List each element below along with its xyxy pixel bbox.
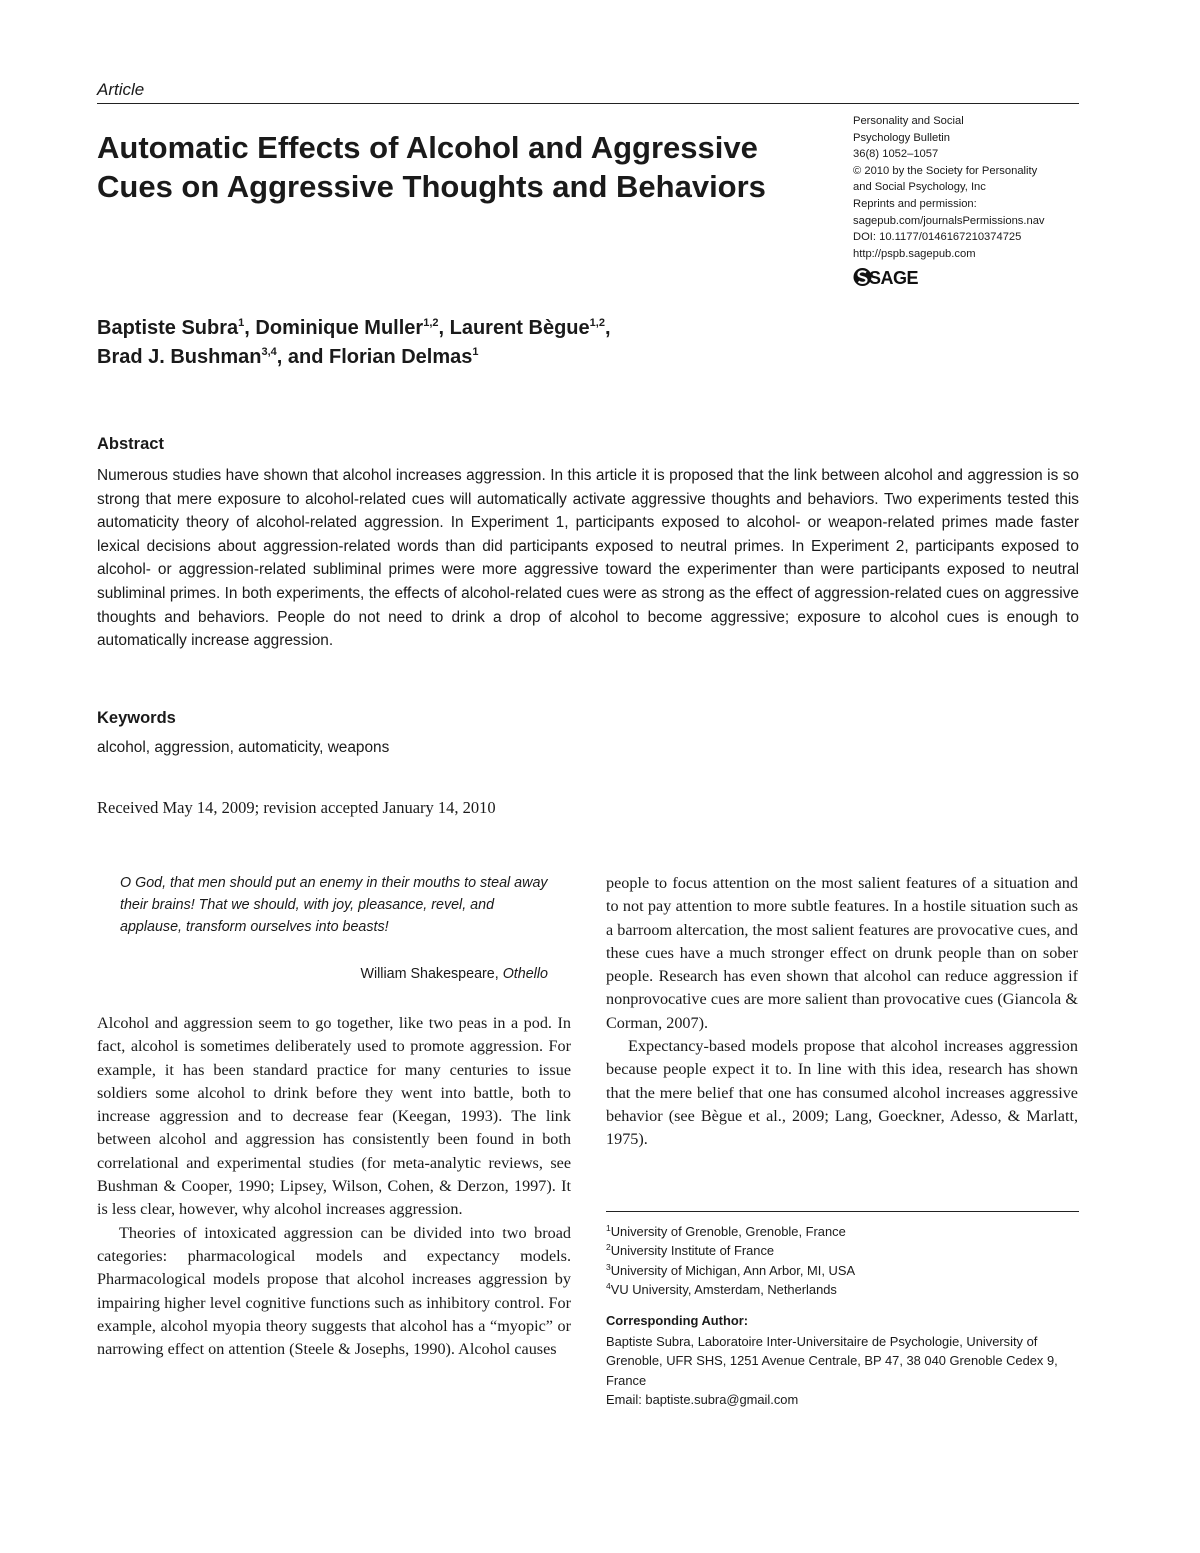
affiliations [606, 1222, 855, 1300]
journal-info-line: and Social Psychology, Inc [853, 181, 986, 194]
affiliation-marker: 1 [606, 1223, 611, 1233]
epigraph-quote: O God, that men should put an enemy in their mouths to steal away their brains! That we should, with joy, pleasance, revel, and applause, transform ourselves into beasts! [120, 875, 548, 936]
affiliation-text: University of Michigan, Ann Arbor, MI, USA [610, 1262, 856, 1278]
author-affiliation-marker: 1,2 [589, 317, 605, 329]
author-separator: , [244, 317, 256, 339]
journal-info-line: 36(8) 1052–1057 [853, 148, 939, 161]
corresponding-author-details [606, 1332, 1076, 1410]
epigraph-work: Othello [502, 966, 548, 982]
journal-info [853, 113, 1093, 262]
affiliation-item [606, 1241, 855, 1260]
author-separator: , [604, 317, 611, 339]
author-affiliation-marker: 1 [472, 346, 479, 358]
affiliation-marker: 3 [606, 1261, 611, 1272]
author-affiliation-marker: 1 [238, 317, 245, 329]
body-right-column [606, 872, 1078, 1152]
author-affiliation-marker: 1,2 [423, 317, 439, 329]
received-dates: Received May 14, 2009; revision accepted January 14, 2010 [97, 798, 496, 817]
corresponding-author-heading: Corresponding Author: [606, 1313, 749, 1328]
article-type-label: Article [97, 80, 145, 99]
author-separator: , and [276, 346, 330, 368]
keywords-text: alcohol, aggression, automaticity, weapons [97, 739, 390, 756]
epigraph-author: William Shakespeare, [360, 966, 503, 982]
affiliation-item [606, 1261, 855, 1280]
svg-text:SAGE: SAGE [869, 268, 919, 288]
journal-info-line: Psychology Bulletin [853, 131, 951, 144]
keywords-heading: Keywords [97, 709, 176, 727]
epigraph-attribution [120, 966, 548, 982]
body-paragraph: Expectancy-based models propose that alcohol increases aggression because people expect it to. In line with this idea, research has shown that the mere belief that one has consumed alcohol increases aggressive behavior (see Bègue et al., 2009; Lang, Goeckner, Adesso, & Marlatt, 1975). [606, 1037, 1078, 1149]
abstract-text: Numerous studies have shown that alcohol increases aggression. In this article it is proposed that the link between alcohol and aggression is so strong that mere exposure to alcohol-related cues will automatically activate aggressive thoughts and behaviors. Two experiments tested this automaticity theory of alcohol-related aggression. In Experiment 1, participants exposed to alcohol- or weapon-related primes made faster lexical decisions about aggression-related words than did participants exposed to neutral primes. In Experiment 2, participants exposed to alcohol- or aggression-related subliminal primes were more aggressive toward the experimenter than were participants exposed to neutral subliminal primes. In both experiments, the effects of alcohol-related cues were as strong as the effect of aggression-related cues on aggressive thoughts and behaviors. People do not need to drink a drop of alcohol to become aggressive; exposure to alcohol cues is enough to automatically increase aggression. [97, 467, 1079, 650]
author-name: Florian Delmas [329, 346, 473, 368]
author-name: Baptiste Subra [97, 317, 239, 339]
body-paragraph: Theories of intoxicated aggression can be divided into two broad categories: pharmacological models and expectancy models. Pharmacological models propose that alcohol increases aggression by impairing higher level cognitive functions such as inhibitory control. For example, alcohol myopia theory suggests that alcohol has a “myopic” or narrowing effect on attention (Steele & Josephs, 1990). Alcohol causes [97, 1223, 571, 1359]
header-rule [97, 103, 1079, 104]
author-name: Laurent Bègue [449, 317, 590, 339]
affiliation-item [606, 1280, 855, 1299]
footnote-rule [606, 1211, 1079, 1212]
journal-info-line: Personality and Social [853, 115, 964, 127]
author-separator: , [438, 317, 450, 339]
journal-info-line: Reprints and permission: [853, 197, 977, 210]
journal-info-line: © 2010 by the Society for Personality [853, 164, 1038, 177]
doi-line: DOI: 10.1177/0146167210374725 [853, 231, 1022, 244]
author-name: Brad J. Bushman [97, 346, 262, 368]
affiliation-text: VU University, Amsterdam, Netherlands [610, 1282, 837, 1298]
author-name: Dominique Muller [255, 317, 424, 339]
sage-logo [853, 266, 933, 293]
journal-url-link[interactable]: http://pspb.sagepub.com [853, 247, 976, 260]
sage-logo-icon [853, 266, 933, 288]
affiliation-item [606, 1222, 855, 1241]
body-paragraph: Alcohol and aggression seem to go together, like two peas in a pod. In fact, alcohol is sometimes deliberately used to promote aggression. For example, it has been standard practice for many centuries to issue soldiers some alcohol to drink before they went into battle, both to increase aggression and to decrease fear (Keegan, 1993). The link between alcohol and aggression has consistently been found in both correlational and experimental studies (for meta-analytic reviews, see Bushman & Cooper, 1990; Lipsey, Wilson, Cohen, & Derzon, 1997). It is less clear, however, why alcohol increases aggression. [97, 1014, 571, 1219]
abstract-heading: Abstract [97, 435, 164, 453]
body-left-column [97, 1012, 571, 1361]
author-list [97, 314, 897, 372]
affiliation-marker: 4 [606, 1281, 611, 1292]
affiliation-text: University of Grenoble, Grenoble, France [610, 1224, 846, 1239]
affiliation-marker: 2 [606, 1242, 611, 1253]
affiliation-text: University Institute of France [610, 1243, 775, 1259]
corresponding-address: Baptiste Subra, Laboratoire Inter-Universitaire de Psychologie, University of Grenoble, UFR SHS, 1251 Avenue Centrale, BP 47, 38 040 Grenoble Cedex 9, France [606, 1334, 1058, 1388]
corresponding-email[interactable]: Email: baptiste.subra@gmail.com [606, 1392, 799, 1408]
journal-permissions-link[interactable]: sagepub.com/journalsPermissions.nav [853, 214, 1045, 227]
body-paragraph: people to focus attention on the most salient features of a situation and to not pay attention to more subtle features. In a hostile situation such as a barroom altercation, the most salient features are provocative cues, and these cues have a much stronger effect on drunk people than on sober people. Research has even shown that alcohol can reduce aggression if nonprovocative cues are more salient than provocative cues (Giancola & Corman, 2007). [606, 874, 1078, 1032]
article-title: Automatic Effects of Alcohol and Aggressive Cues on Aggressive Thoughts and Behaviors [97, 130, 766, 204]
author-affiliation-marker: 3,4 [261, 346, 277, 358]
